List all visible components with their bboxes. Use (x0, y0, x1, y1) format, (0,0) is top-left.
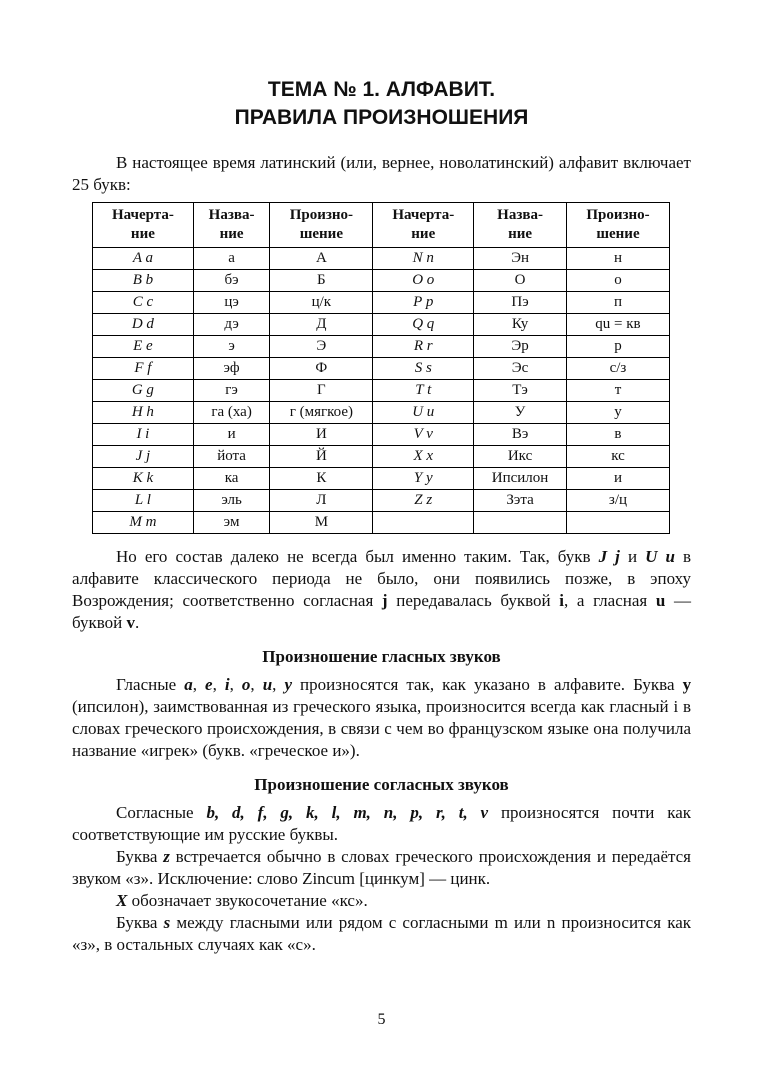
table-cell: М (270, 512, 373, 534)
table-row (93, 336, 670, 358)
table-cell: а (193, 248, 270, 270)
table-cell: Л (270, 490, 373, 512)
header-name-1: Назва- ние (193, 203, 270, 248)
table-cell: К (270, 468, 373, 490)
table-row (93, 512, 670, 534)
table-cell: эль (193, 490, 270, 512)
table-cell: т (566, 380, 669, 402)
table-cell: X x (373, 446, 474, 468)
table-cell: э (193, 336, 270, 358)
table-row (93, 358, 670, 380)
table-cell: E e (93, 336, 194, 358)
table-cell: Й (270, 446, 373, 468)
table-row (93, 314, 670, 336)
table-cell: B b (93, 270, 194, 292)
table-cell: Ипсилон (474, 468, 567, 490)
table-cell: V v (373, 424, 474, 446)
header-writing-1: Начерта- ние (93, 203, 194, 248)
table-cell: H h (93, 402, 194, 424)
table-cell: O o (373, 270, 474, 292)
header-pronunciation-2: Произно- шение (566, 203, 669, 248)
table-cell: Г (270, 380, 373, 402)
table-row (93, 270, 670, 292)
title-line-2: ПРАВИЛА ПРОИЗНОШЕНИЯ (234, 106, 529, 129)
table-cell: дэ (193, 314, 270, 336)
header-pronunciation-1: Произно- шение (270, 203, 373, 248)
page (72, 0, 691, 956)
table-cell: Y y (373, 468, 474, 490)
table-cell: Вэ (474, 424, 567, 446)
heading-vowels: Произношение гласных звуков (262, 647, 501, 666)
table-cell: A a (93, 248, 194, 270)
paragraph-history: Но его состав далеко не всегда был именно таким. Так, букв J j и U u в алфавите классического периода не было, они появились позже, в эпоху Возрождения; соответственно согласная j передавалась буквой i, а гласная u — буквой v. (72, 547, 691, 632)
table-cell: И (270, 424, 373, 446)
title-line-1: ТЕМА № 1. АЛФАВИТ. (267, 78, 496, 101)
table-cell: п (566, 292, 669, 314)
table-cell: K k (93, 468, 194, 490)
table-cell: Q q (373, 314, 474, 336)
paragraph-vowels: Гласные a, e, i, o, u, y произносятся так, как указано в алфавите. Буква y (ипсилон), заимствованная из греческого языка, произносится всегда как гласный i в словах греческого происхождения, в связи с чем во французском языке она получила название «игрек» (букв. «греческое и»). (72, 675, 692, 760)
intro-paragraph: В настоящее время латинский (или, вернее, новолатинский) алфавит включает 25 букв: (72, 153, 691, 194)
table-cell: Тэ (474, 380, 567, 402)
paragraph-letter-z: Буква z встречается обычно в словах греческого происхождения и передаётся звуком «з». Исключение: слово Zincum [цинкум] — цинк. (72, 847, 691, 888)
table-cell: M m (93, 512, 194, 534)
table-row (93, 424, 670, 446)
table-cell: эф (193, 358, 270, 380)
page-number: 5 (377, 1011, 386, 1028)
table-cell: о (566, 270, 669, 292)
table-header-row (93, 203, 670, 248)
table-cell: G g (93, 380, 194, 402)
table-cell: U u (373, 402, 474, 424)
table-cell: Икс (474, 446, 567, 468)
table-cell: P p (373, 292, 474, 314)
table-cell: Ку (474, 314, 567, 336)
table-cell (566, 512, 669, 534)
table-row (93, 490, 670, 512)
table-cell: I i (93, 424, 194, 446)
table-cell: Z z (373, 490, 474, 512)
table-cell (373, 512, 474, 534)
table-row (93, 248, 670, 270)
table-cell: L l (93, 490, 194, 512)
table-cell: D d (93, 314, 194, 336)
table-cell: у (566, 402, 669, 424)
table-body (93, 248, 670, 534)
table-cell: N n (373, 248, 474, 270)
table-cell: У (474, 402, 567, 424)
table-cell: J j (93, 446, 194, 468)
table-cell: Эн (474, 248, 567, 270)
table-cell: R r (373, 336, 474, 358)
heading-consonants: Произношение согласных звуков (254, 775, 509, 794)
table-cell: с/з (566, 358, 669, 380)
page-title (72, 76, 691, 132)
table-cell: Э (270, 336, 373, 358)
table-cell: га (ха) (193, 402, 270, 424)
table-cell: йота (193, 446, 270, 468)
header-writing-2: Начерта- ние (373, 203, 474, 248)
table-cell: Б (270, 270, 373, 292)
table-cell: з/ц (566, 490, 669, 512)
table-cell: Д (270, 314, 373, 336)
table-cell: р (566, 336, 669, 358)
header-name-2: Назва- ние (474, 203, 567, 248)
table-cell: г (мягкое) (270, 402, 373, 424)
table-cell: в (566, 424, 669, 446)
table-cell: эм (193, 512, 270, 534)
table-row (93, 292, 670, 314)
table-cell: и (566, 468, 669, 490)
table-cell: qu = кв (566, 314, 669, 336)
table-cell: гэ (193, 380, 270, 402)
table-row (93, 468, 670, 490)
paragraph-consonants: Согласные b, d, f, g, k, l, m, n, p, r, t, v произносятся почти как соответствующие им русские буквы. (72, 803, 692, 844)
table-cell: C c (93, 292, 194, 314)
table-cell: T t (373, 380, 474, 402)
table-cell: бэ (193, 270, 270, 292)
table-row (93, 446, 670, 468)
table-cell: О (474, 270, 567, 292)
table-cell: S s (373, 358, 474, 380)
table-cell: кс (566, 446, 669, 468)
table-cell: Эр (474, 336, 567, 358)
table-cell: ка (193, 468, 270, 490)
table-cell: и (193, 424, 270, 446)
table-cell: Эс (474, 358, 567, 380)
table-cell: Зэта (474, 490, 567, 512)
alphabet-table (92, 202, 670, 534)
table-cell: цэ (193, 292, 270, 314)
table-cell: F f (93, 358, 194, 380)
table-row (93, 402, 670, 424)
table-row (93, 380, 670, 402)
paragraph-letter-x: X обозначает звукосочетание «кс». (116, 891, 368, 910)
table-cell: А (270, 248, 373, 270)
table-cell: н (566, 248, 669, 270)
table-cell (474, 512, 567, 534)
table-cell: Ф (270, 358, 373, 380)
table-cell: Пэ (474, 292, 567, 314)
table-cell: ц/к (270, 292, 373, 314)
paragraph-letter-s: Буква s между гласными или рядом с согласными m или n произносится как «з», в остальных случаях как «с». (72, 913, 691, 954)
